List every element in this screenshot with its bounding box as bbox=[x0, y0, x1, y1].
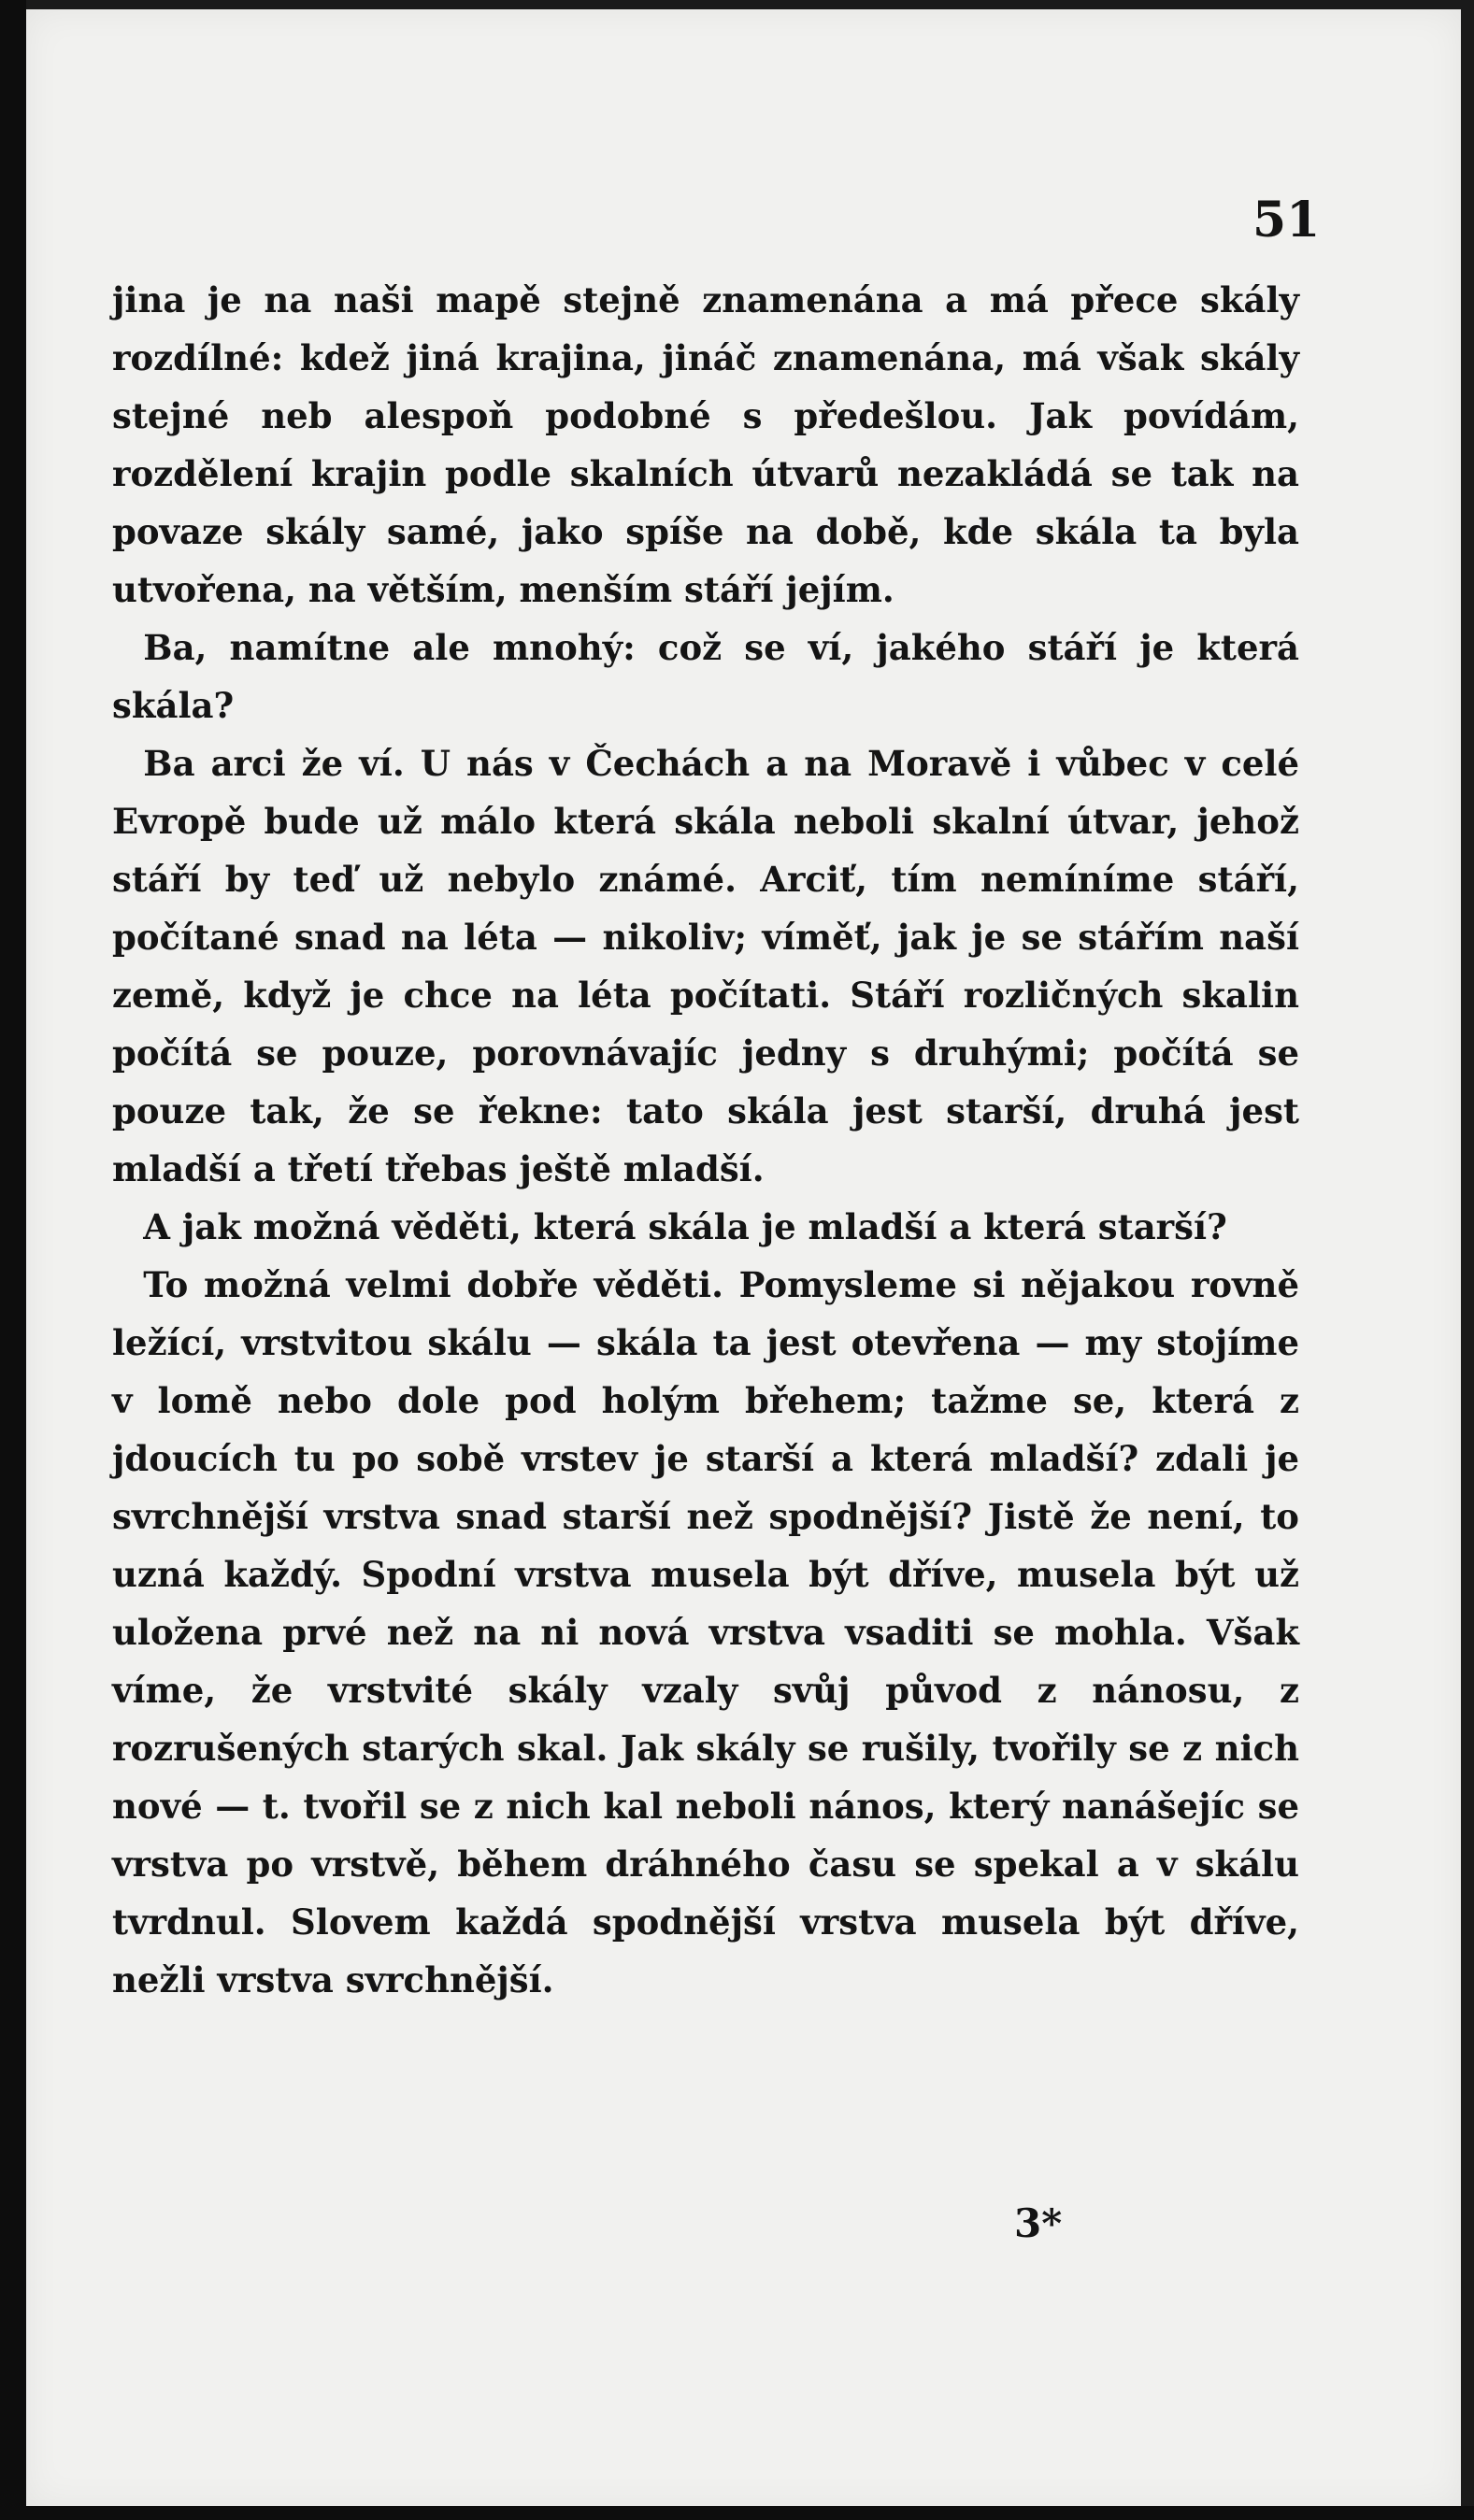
paragraph: Ba, namítne ale mnohý: což se ví, jakého stáří je která skála? bbox=[112, 627, 1299, 726]
paragraph: To možná velmi dobře věděti. Pomysleme si nějakou rovně ležící, vrstvitou skálu — skála ta jest otevřena — my stojíme v lomě nebo dole pod holým břehem; tažme se, která z jdoucích tu po sobě vrstev je starší a která mladší? zdali je svrchnější vrstva snad starší než spodnější? Jistě že není, to uzná každý. Spodní vrstva musela být dříve, musela být už uložena prvé než na ni nová vrstva vsaditi se mohla. Však víme, že vrstvité skály vzaly svůj původ z nánosu, z rozrušených starých skal. Jak skály se rušily, tvořily se z nich nové — t. tvořil se z nich kal neboli nános, který nanášejíc se vrstva po vrstvě, během dráhného času se spekal a v skálu tvrdnul. Slovem každá spodnější vrstva musela být dříve, nežli vrstva svrchnější. bbox=[112, 1264, 1299, 2000]
paragraph: jina je na naši mapě stejně znamenána a má přece skály rozdílné: kdež jiná krajina, jináč znamenána, má však skály stejné neb alespoň podobné s předešlou. Jak povídám, rozdělení krajin podle skalních útvarů nezakládá se tak na povaze skály samé, jako spíše na době, kde skála ta byla utvořena, na větším, menším stáří jejím. bbox=[112, 279, 1299, 610]
paragraph: Ba arci že ví. U nás v Čechách a na Moravě i vůbec v celé Evropě bude už málo která skála neboli skalní útvar, jehož stáří by teď už nebylo známé. Arciť, tím nemíníme stáří, počítané snad na léta — nikoliv; víměť, jak je se stářím naší země, když je chce na léta počítati. Stáří rozličných skalin počítá se pouze, porovnávajíc jedny s druhými; počítá se pouze tak, že se řekne: tato skála jest starší, druhá jest mladší a třetí třebas ještě mladší. bbox=[112, 743, 1299, 1189]
printer-signature-mark: 3* bbox=[1014, 2200, 1063, 2246]
page-number: 51 bbox=[1252, 192, 1321, 249]
body-text bbox=[112, 271, 1299, 2009]
paragraph: A jak možná věděti, která skála je mladší a která starší? bbox=[143, 1206, 1227, 1247]
page-bottom-shadow bbox=[0, 2506, 1474, 2520]
book-spine-shadow bbox=[0, 0, 26, 2520]
